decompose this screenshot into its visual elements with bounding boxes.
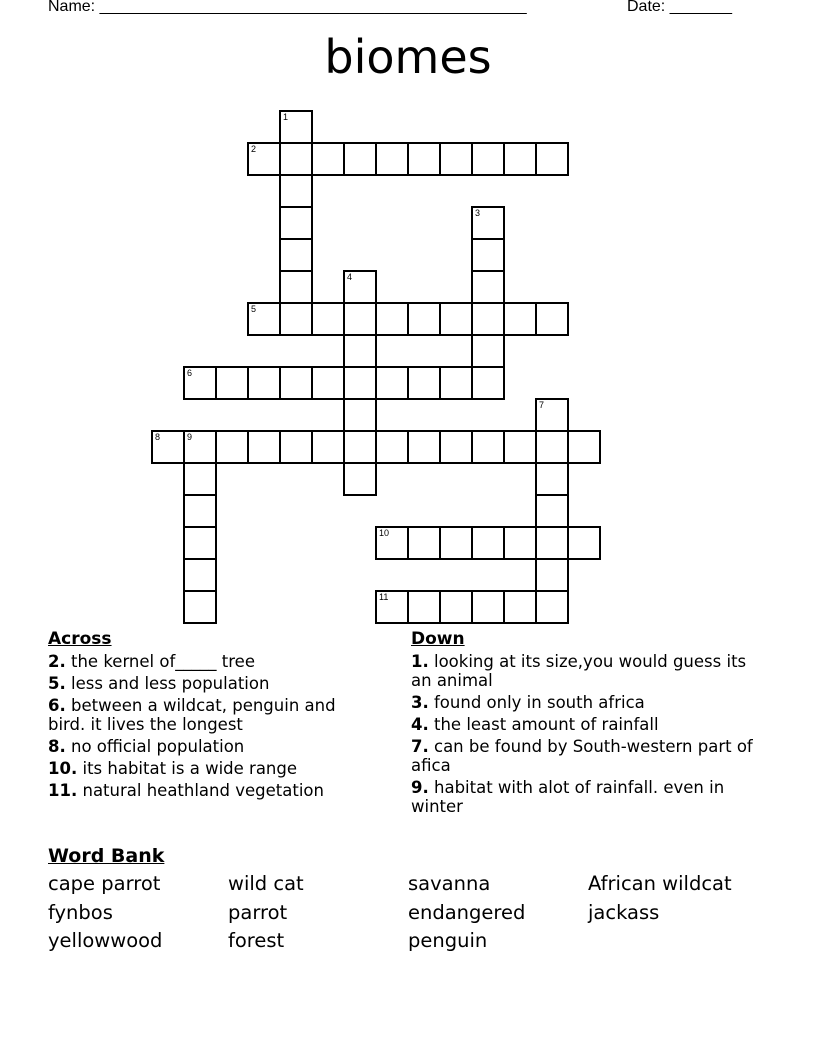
down-clue	[411, 715, 756, 734]
crossword-cell	[567, 430, 601, 464]
cell-number: 5	[251, 304, 257, 314]
crossword-cell	[503, 430, 537, 464]
word-bank-item: African wildcat	[588, 872, 732, 895]
crossword-cell	[471, 302, 505, 336]
crossword-cell	[183, 526, 217, 560]
clue-text: its habitat is a wide range	[82, 759, 298, 778]
crossword-cell	[471, 366, 505, 400]
crossword-cell	[215, 430, 249, 464]
cell-number: 7	[539, 400, 545, 410]
crossword-cell	[311, 366, 345, 400]
crossword-cell	[247, 142, 281, 176]
crossword-cell	[279, 302, 313, 336]
crossword-cell	[407, 526, 441, 560]
crossword-cell	[439, 430, 473, 464]
crossword-cell	[535, 494, 569, 528]
word-bank-heading: Word Bank	[48, 845, 165, 867]
word-bank-item: parrot	[228, 900, 288, 924]
crossword-cell	[535, 462, 569, 496]
clue-number: 5.	[48, 674, 66, 693]
crossword-cell	[343, 302, 377, 336]
clue-text: natural heathland vegetation	[82, 781, 324, 800]
cell-number: 11	[379, 592, 389, 602]
down-heading: Down	[411, 629, 465, 649]
crossword-cell	[375, 302, 409, 336]
crossword-cell	[471, 270, 505, 304]
crossword-cell	[311, 430, 345, 464]
word-bank-item: forest	[228, 929, 285, 952]
crossword-cell	[279, 174, 313, 208]
crossword-cell	[279, 206, 313, 240]
crossword-cell	[535, 526, 569, 560]
crossword-cell	[311, 142, 345, 176]
crossword-cell	[407, 142, 441, 176]
clue-number: 7.	[411, 737, 429, 756]
crossword-cell	[279, 142, 313, 176]
clue-text: can be found by South-western part of afica	[411, 737, 753, 775]
crossword-cell	[375, 366, 409, 400]
down-clue	[411, 737, 756, 775]
crossword-cell	[535, 142, 569, 176]
crossword-cell	[471, 526, 505, 560]
across-clue	[48, 781, 373, 800]
crossword-cell	[503, 590, 537, 624]
crossword-cell	[375, 430, 409, 464]
crossword-cell	[439, 302, 473, 336]
clue-number: 1.	[411, 652, 429, 671]
cell-number: 2	[251, 144, 257, 154]
crossword-cell	[311, 302, 345, 336]
crossword-cell	[407, 302, 441, 336]
crossword-cell	[279, 430, 313, 464]
word-bank-item: fynbos	[48, 900, 113, 924]
crossword-cell	[503, 142, 537, 176]
word-bank-item: yellowwood	[48, 929, 163, 952]
cell-number: 3	[475, 208, 481, 218]
cell-number: 4	[347, 272, 353, 282]
crossword-cell	[407, 590, 441, 624]
clue-text: habitat with alot of rainfall. even in winter	[411, 778, 725, 816]
crossword-cell	[439, 590, 473, 624]
date-label: Date: _______	[627, 0, 732, 15]
page-title: biomes	[324, 30, 492, 84]
clue-number: 2.	[48, 652, 66, 671]
across-clue	[48, 737, 373, 756]
cell-number: 8	[155, 432, 161, 442]
crossword-cell	[279, 366, 313, 400]
crossword-cell	[567, 526, 601, 560]
crossword-cell	[375, 526, 409, 560]
crossword-cell	[247, 366, 281, 400]
word-bank-item: endangered	[408, 900, 526, 924]
word-bank	[48, 845, 768, 956]
crossword-cell	[471, 430, 505, 464]
clue-text: found only in south africa	[434, 693, 645, 712]
crossword-cell	[183, 558, 217, 592]
crossword-cell	[375, 142, 409, 176]
crossword-cell	[375, 590, 409, 624]
crossword-cell	[183, 366, 217, 400]
name-label: Name: ________________________________________________	[48, 0, 527, 15]
crossword-cell	[279, 110, 313, 144]
crossword-cell	[471, 142, 505, 176]
word-bank-list	[48, 870, 768, 956]
down-clue	[411, 652, 756, 690]
clue-number: 3.	[411, 693, 429, 712]
crossword-cell	[343, 270, 377, 304]
crossword-cell	[535, 430, 569, 464]
clue-number: 9.	[411, 778, 429, 797]
crossword-cell	[343, 462, 377, 496]
across-clue	[48, 759, 373, 778]
word-bank-item: savanna	[408, 872, 491, 895]
cell-number: 1	[283, 112, 289, 122]
cell-number: 9	[187, 432, 193, 442]
crossword-cell	[279, 238, 313, 272]
across-clue	[48, 696, 373, 734]
word-bank-item: penguin	[408, 929, 488, 952]
clue-number: 8.	[48, 737, 66, 756]
crossword-cell	[439, 366, 473, 400]
crossword-cell	[343, 142, 377, 176]
crossword-cell	[183, 462, 217, 496]
crossword-cell	[343, 334, 377, 368]
down-clue	[411, 778, 756, 816]
clue-number: 4.	[411, 715, 429, 734]
crossword-cell	[471, 238, 505, 272]
cell-number: 10	[379, 528, 390, 538]
crossword-cell	[183, 430, 217, 464]
crossword-cell	[471, 334, 505, 368]
across-clues	[48, 629, 373, 803]
crossword-cell	[151, 430, 185, 464]
crossword-cell	[535, 558, 569, 592]
crossword-cell	[407, 430, 441, 464]
clue-text: looking at its size,you would guess its an animal	[411, 652, 747, 690]
crossword-cell	[183, 494, 217, 528]
clue-text: the kernel of_____ tree	[71, 652, 255, 671]
cell-number: 6	[187, 368, 193, 378]
crossword-cell	[247, 302, 281, 336]
crossword-cell	[343, 430, 377, 464]
crossword-cell	[343, 366, 377, 400]
down-clues	[411, 629, 756, 819]
crossword-cell	[471, 206, 505, 240]
word-bank-item: jackass	[588, 900, 660, 924]
crossword-cell	[247, 430, 281, 464]
down-clue	[411, 693, 756, 712]
across-heading: Across	[48, 629, 112, 649]
crossword-cell	[279, 270, 313, 304]
crossword-cell	[439, 142, 473, 176]
crossword-cell	[407, 366, 441, 400]
crossword-cell	[535, 302, 569, 336]
crossword-cell	[503, 302, 537, 336]
crossword-cell	[535, 398, 569, 432]
crossword-cell	[439, 526, 473, 560]
clue-text: less and less population	[71, 674, 270, 693]
crossword-cell	[215, 366, 249, 400]
clue-text: between a wildcat, penguin and bird. it lives the longest	[48, 696, 336, 734]
clue-number: 11.	[48, 781, 78, 800]
word-bank-item: wild cat	[228, 872, 304, 895]
clue-number: 10.	[48, 759, 78, 778]
word-bank-item: cape parrot	[48, 872, 161, 895]
clue-number: 6.	[48, 696, 66, 715]
crossword-cell	[343, 398, 377, 432]
crossword-cell	[183, 590, 217, 624]
across-clue	[48, 674, 373, 693]
across-clue	[48, 652, 373, 671]
crossword-cell	[535, 590, 569, 624]
crossword-cell	[503, 526, 537, 560]
clue-text: the least amount of rainfall	[434, 715, 659, 734]
crossword-cell	[471, 590, 505, 624]
clue-text: no official population	[71, 737, 245, 756]
